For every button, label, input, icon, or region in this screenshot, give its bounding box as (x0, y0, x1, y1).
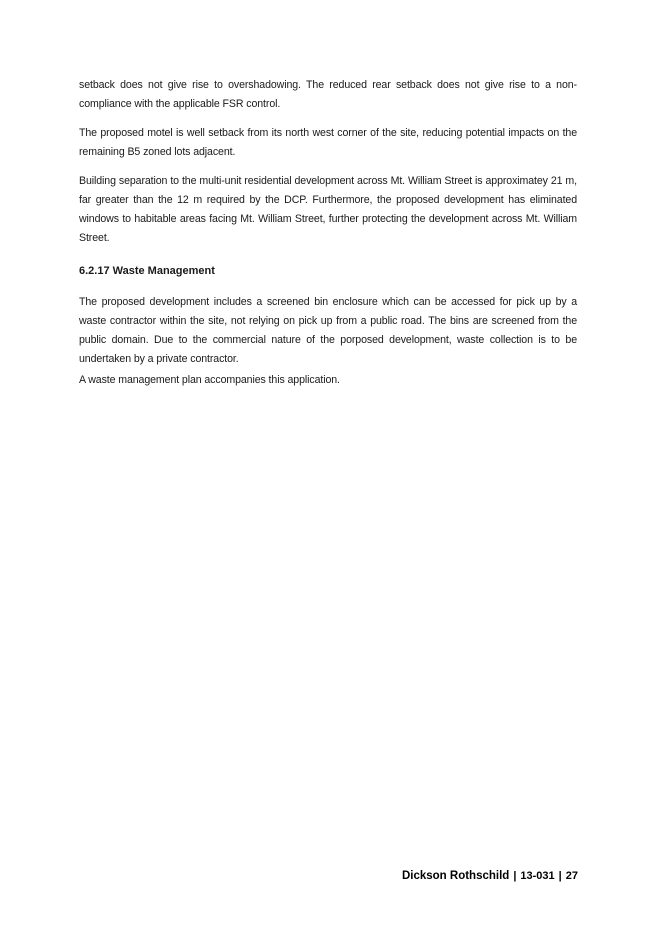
section-heading: 6.2.17 Waste Management (79, 265, 215, 277)
footer-separator: | (513, 870, 517, 882)
footer-separator: | (558, 870, 562, 882)
paragraph-waste-plan: A waste management plan accompanies this application. (79, 374, 340, 386)
footer-page-number: 27 (565, 870, 578, 882)
paragraph-bin-enclosure: The proposed development includes a screened bin enclosure which can be accessed for pick up by a waste contractor within the site, not relying on pick up from a public road. The bins are screened from the public domain. Due to the commercial nature of the porposed development, waste collection is to be undertaken by a private contractor. (79, 296, 577, 365)
paragraph-building-separation: Building separation to the multi-unit residential development across Mt. William Street is approximatey 21 m, far greater than the 12 m required by the DCP. Furthermore, the proposed development has eliminated windows to habitable areas facing Mt. William Street, further protecting the development across Mt. William Street. (79, 175, 577, 244)
footer-doc-code: 13-031 (520, 870, 555, 882)
page-footer (402, 870, 578, 882)
paragraph-motel-setback: The proposed motel is well setback from its north west corner of the site, reducing potential impacts on the remaining B5 zoned lots adjacent. (79, 127, 577, 158)
paragraph-setback: setback does not give rise to overshadowing. The reduced rear setback does not give rise to a non-compliance with the applicable FSR control. (79, 79, 577, 110)
footer-brand: Dickson Rothschild (401, 870, 510, 882)
